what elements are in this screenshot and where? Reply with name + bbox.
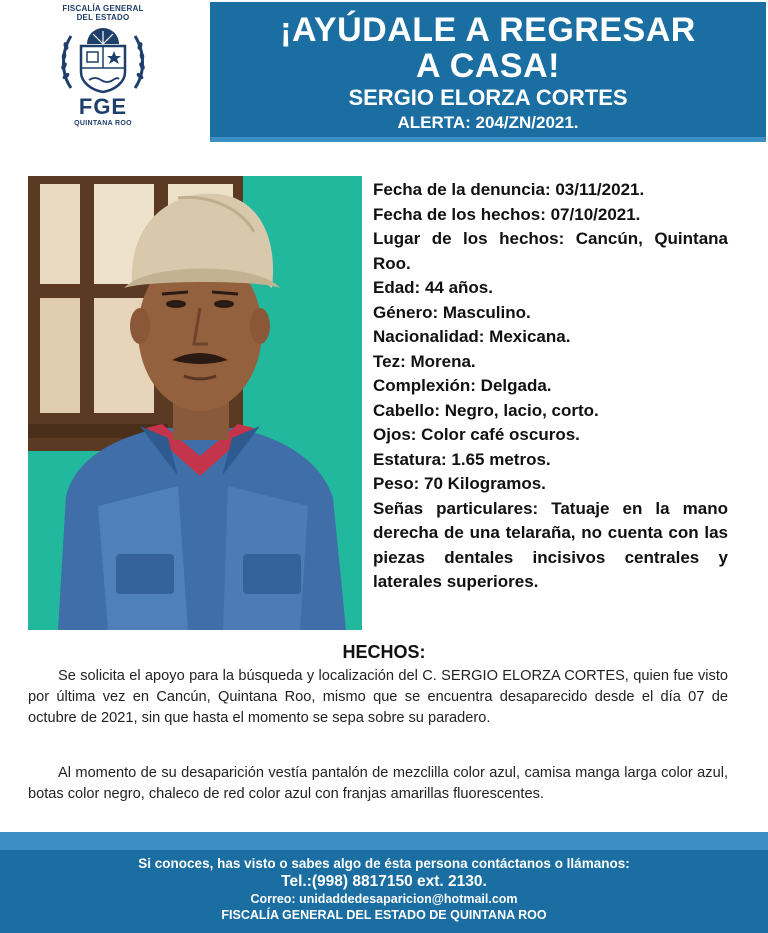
detail-edad: Edad: 44 años. — [373, 278, 493, 297]
person-name: SERGIO ELORZA CORTES — [348, 85, 628, 110]
logo-org-line1: FISCALÍA GENERAL — [62, 4, 144, 13]
footer-phone: Tel.:(998) 8817150 ext. 2130. — [281, 873, 487, 890]
detail-nacionalidad: Nacionalidad: Mexicana. — [373, 327, 571, 346]
detail-complexion: Complexión: Delgada. — [373, 376, 552, 395]
portrait-image — [28, 176, 362, 630]
footer-agency: FISCALÍA GENERAL DEL ESTADO DE QUINTANA ROO — [221, 908, 547, 922]
footer-email: Correo: unidaddedesaparicion@hotmail.com — [250, 892, 518, 906]
logo-state: QUINTANA ROO — [74, 120, 132, 127]
alert-number: ALERTA: 204/ZN/2021. — [397, 113, 579, 132]
detail-tez: Tez: Morena. — [373, 351, 476, 371]
detail-cabello: Cabello: Negro, lacio, corto. — [373, 400, 599, 420]
logo-org-line2: DEL ESTADO — [76, 13, 130, 22]
coat-of-arms-icon — [57, 24, 149, 96]
fge-logo — [38, 4, 168, 144]
person-photo — [28, 176, 362, 630]
logo-acronym: FGE — [78, 94, 128, 119]
hechos-heading: HECHOS: — [342, 642, 426, 662]
title-line2: A CASA! — [416, 47, 560, 85]
title-line1: ¡AYÚDALE A REGRESAR — [280, 11, 696, 49]
footer-contact-prompt: Si conoces, has visto o sabes algo de ésta persona contáctanos o llámanos: — [138, 856, 630, 871]
detail-senas: Señas particulares: Tatuaje en la mano derecha de una telaraña, no cuenta con las piezas dentales incisivos centrales y laterales superiores. — [373, 498, 728, 591]
detail-ojos: Ojos: Color café oscuros. — [373, 425, 580, 444]
person-details — [373, 178, 728, 595]
hechos-paragraph-2: Al momento de su desaparición vestía pantalón de mezclilla color azul, camisa manga larga color azul, botas color negro, chaleco de red color azul con franjas amarillas fluorescentes. — [28, 765, 728, 802]
banner-stripe — [210, 137, 766, 142]
detail-estatura: Estatura: 1.65 metros. — [373, 449, 551, 469]
hechos-paragraph-1: Se solicita el apoyo para la búsqueda y localización del C. SERGIO ELORZA CORTES, quien fue visto por última vez en Cancún, Quintana Roo, mismo que se encuentra desaparecido desde el día 07 de octubre de 2021, sin que hasta el momento se sepa sobre su paradero. — [28, 668, 728, 726]
detail-fecha-hechos: Fecha de los hechos: 07/10/2021. — [373, 204, 641, 224]
detail-fecha-denuncia: Fecha de la denuncia: 03/11/2021. — [373, 180, 645, 199]
detail-lugar: Lugar de los hechos: Cancún, Quintana Roo. — [373, 229, 728, 273]
footer-stripe — [0, 832, 768, 850]
detail-peso: Peso: 70 Kilogramos. — [373, 474, 546, 493]
contact-footer — [0, 832, 768, 933]
header-banner — [210, 2, 766, 142]
detail-genero: Género: Masculino. — [373, 302, 531, 322]
